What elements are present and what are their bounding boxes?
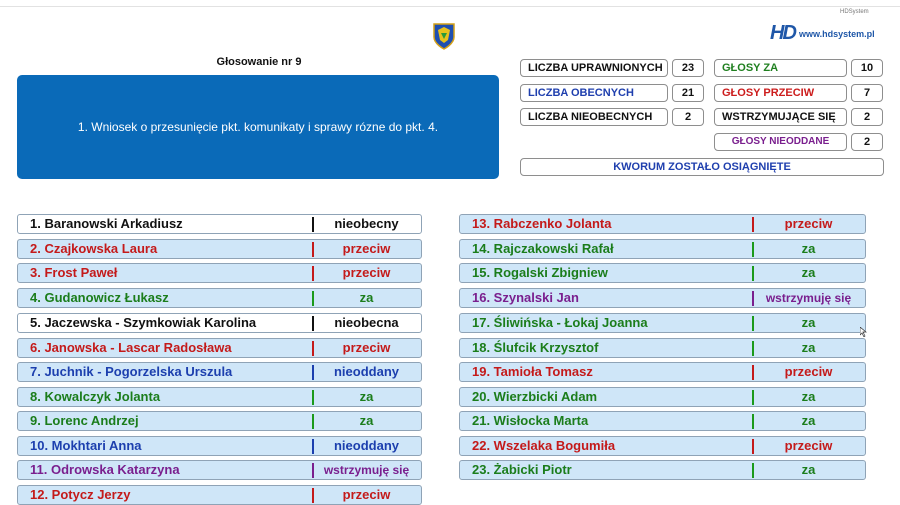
voter-name: 4. Gudanowicz Łukasz xyxy=(30,290,169,305)
against-label: GŁOSY PRZECIW xyxy=(714,84,847,102)
voter-vote: za xyxy=(801,340,816,355)
voter-row xyxy=(459,411,866,431)
voter-vote: nieobecna xyxy=(334,315,399,330)
voter-vote: wstrzymuję się xyxy=(765,291,852,305)
voter-row xyxy=(17,313,422,333)
absent-value: 2 xyxy=(672,108,704,126)
voter-name: 11. Odrowska Katarzyna xyxy=(30,462,180,477)
voter-row xyxy=(17,214,422,234)
notcast-label: GŁOSY NIEODDANE xyxy=(714,133,847,151)
voter-vote: za xyxy=(801,315,816,330)
voter-vote: przeciw xyxy=(784,216,833,231)
voter-vote: za xyxy=(801,241,816,256)
voter-name: 12. Potycz Jerzy xyxy=(30,487,131,502)
voter-row xyxy=(459,460,866,480)
voter-row xyxy=(17,460,422,480)
voter-vote: nieobecny xyxy=(334,216,399,231)
voter-name: 3. Frost Paweł xyxy=(30,265,118,280)
voter-name: 2. Czajkowska Laura xyxy=(30,241,158,256)
hdsystem-logo xyxy=(770,22,880,42)
voter-name: 21. Wisłocka Marta xyxy=(472,413,589,428)
voter-row xyxy=(17,485,422,505)
logo-letters: HD xyxy=(770,22,795,44)
quorum-status: KWORUM ZOSTAŁO OSIĄGNIĘTE xyxy=(520,158,884,176)
abstain-value: 2 xyxy=(851,108,883,126)
voter-name: 7. Juchnik - Pogorzelska Urszula xyxy=(30,364,233,379)
voter-name: 9. Lorenc Andrzej xyxy=(30,413,139,428)
voter-row xyxy=(459,313,866,333)
voter-vote: za xyxy=(359,413,374,428)
present-label: LICZBA OBECNYCH xyxy=(520,84,668,102)
voter-row xyxy=(17,362,422,382)
logo-url: www.hdsystem.pl xyxy=(799,29,875,39)
top-divider xyxy=(0,6,900,7)
voter-vote: przeciw xyxy=(342,487,391,502)
voter-row xyxy=(17,239,422,259)
voter-row xyxy=(459,338,866,358)
voter-name: 16. Szynalski Jan xyxy=(472,290,579,305)
against-value: 7 xyxy=(851,84,883,102)
voter-name: 14. Rajczakowski Rafał xyxy=(472,241,614,256)
voter-name: 6. Janowska - Lascar Radosława xyxy=(30,340,232,355)
voter-vote: wstrzymuję się xyxy=(323,463,410,477)
voter-row xyxy=(17,387,422,407)
voter-row xyxy=(459,288,866,308)
voter-vote: za xyxy=(359,389,374,404)
brand-small-label: HDSystem xyxy=(840,9,869,15)
voter-name: 13. Rabczenko Jolanta xyxy=(472,216,612,231)
voter-vote: przeciw xyxy=(342,340,391,355)
voter-vote: za xyxy=(801,413,816,428)
voter-name: 10. Mokhtari Anna xyxy=(30,438,142,453)
for-label: GŁOSY ZA xyxy=(714,59,847,77)
eligible-value: 23 xyxy=(672,59,704,77)
abstain-label: WSTRZYMUJĄCE SIĘ xyxy=(714,108,847,126)
voter-vote: za xyxy=(801,462,816,477)
voter-name: 17. Śliwińska - Łokaj Joanna xyxy=(472,315,648,330)
present-value: 21 xyxy=(672,84,704,102)
absent-label: LICZBA NIEOBECNYCH xyxy=(520,108,668,126)
voter-name: 8. Kowalczyk Jolanta xyxy=(30,389,161,404)
voter-name: 1. Baranowski Arkadiusz xyxy=(30,216,183,231)
voter-vote: za xyxy=(359,290,374,305)
voter-vote: nieoddany xyxy=(333,438,399,453)
voter-vote: nieoddany xyxy=(333,364,399,379)
mouse-cursor-icon xyxy=(860,327,868,337)
voter-name: 22. Wszelaka Bogumiła xyxy=(472,438,616,453)
voter-row xyxy=(459,214,866,234)
motion-text: 1. Wniosek o przesunięcie pkt. komunikaty i sprawy rózne do pkt. 4. xyxy=(77,120,439,134)
voter-row xyxy=(459,362,866,382)
voter-row xyxy=(459,239,866,259)
voter-name: 19. Tamioła Tomasz xyxy=(472,364,593,379)
voter-vote: za xyxy=(801,265,816,280)
voter-vote: przeciw xyxy=(784,438,833,453)
voter-row xyxy=(459,436,866,456)
voter-name: 20. Wierzbicki Adam xyxy=(472,389,598,404)
city-crest-icon xyxy=(432,22,456,50)
voter-vote: przeciw xyxy=(784,364,833,379)
voter-row xyxy=(17,338,422,358)
voter-vote: za xyxy=(801,389,816,404)
voter-row xyxy=(459,387,866,407)
motion-panel xyxy=(17,75,499,179)
voter-row xyxy=(17,411,422,431)
voter-row xyxy=(17,288,422,308)
voter-row xyxy=(459,263,866,283)
voter-vote: przeciw xyxy=(342,241,391,256)
voter-vote: przeciw xyxy=(342,265,391,280)
voter-name: 18. Ślufcik Krzysztof xyxy=(472,340,599,355)
voter-name: 5. Jaczewska - Szymkowiak Karolina xyxy=(30,315,257,330)
voter-name: 15. Rogalski Zbigniew xyxy=(472,265,608,280)
notcast-value: 2 xyxy=(851,133,883,151)
eligible-label: LICZBA UPRAWNIONYCH xyxy=(520,59,668,77)
for-value: 10 xyxy=(851,59,883,77)
voter-row xyxy=(17,263,422,283)
voter-row xyxy=(17,436,422,456)
vote-title: Głosowanie nr 9 xyxy=(216,56,302,68)
voter-name: 23. Żabicki Piotr xyxy=(472,462,572,477)
